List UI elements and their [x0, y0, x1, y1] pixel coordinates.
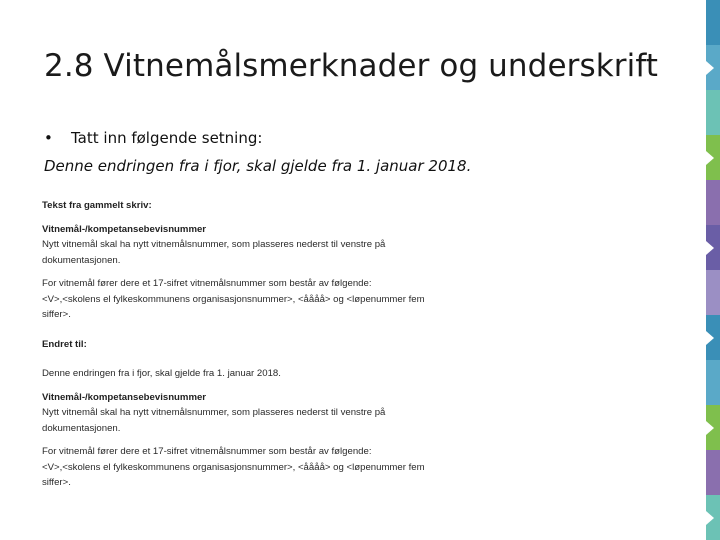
stripe-notch: [706, 421, 714, 435]
italic-sentence: Denne endringen fra i fjor, skal gjelde fra 1. januar 2018.: [44, 157, 472, 175]
stripe-notch: [706, 511, 714, 525]
stripe-notch: [706, 151, 714, 165]
stripe-segment: [706, 360, 720, 405]
old-paragraph-1-line-1: Nytt vitnemål skal ha nytt vitnemålsnummer, som plasseres nederst til venstre på: [42, 239, 386, 250]
stripe-segment: [706, 495, 720, 540]
new-paragraph-2-line-1: For vitnemål fører dere et 17-sifret vitnemålsnummer som består av følgende:: [42, 446, 372, 457]
stripe-segment: [706, 405, 720, 450]
stripe-segment: [706, 180, 720, 225]
old-sub-heading: Vitnemål-/kompetansebevisnummer: [42, 223, 207, 235]
stripe-segment: [706, 450, 720, 495]
stripe-segment: [706, 315, 720, 360]
old-text-heading: Tekst fra gammelt skriv:: [42, 200, 152, 211]
new-paragraph-1-line-1: Nytt vitnemål skal ha nytt vitnemålsnummer, som plasseres nederst til venstre på: [42, 407, 386, 418]
old-paragraph-2-line-3: siffer>.: [42, 309, 71, 320]
old-paragraph-2-line-2: <V>,<skolens el fylkeskommunens organisasjonsnummer>, <åååå> og <løpenummer fem: [42, 293, 425, 305]
new-sub-heading: Vitnemål-/kompetansebevisnummer: [42, 391, 207, 403]
slide-title: 2.8 Vitnemålsmerknader og underskrift: [44, 48, 659, 84]
new-paragraph-2-line-3: siffer>.: [42, 477, 71, 488]
old-paragraph-1-line-2: dokumentasjonen.: [42, 254, 121, 266]
changed-heading: Endret til:: [42, 338, 87, 350]
stripe-segment: [706, 135, 720, 180]
new-paragraph-1-line-2: dokumentasjonen.: [42, 422, 121, 434]
changed-sentence: Denne endringen fra i fjor, skal gjelde fra 1. januar 2018.: [42, 368, 281, 379]
stripe-segment: [706, 0, 720, 45]
stripe-notch: [706, 241, 714, 255]
bullet-text: Tatt inn følgende setning:: [71, 129, 263, 147]
stripe-segment: [706, 45, 720, 90]
stripe-segment: [706, 90, 720, 135]
stripe-segment: [706, 225, 720, 270]
old-paragraph-2-line-1: For vitnemål fører dere et 17-sifret vitnemålsnummer som består av følgende:: [42, 278, 372, 289]
bullet-symbol: •: [44, 129, 53, 147]
bullet-item: [44, 129, 262, 147]
decorative-color-stripe: [706, 0, 720, 540]
stripe-notch: [706, 61, 714, 75]
stripe-notch: [706, 331, 714, 345]
stripe-segment: [706, 270, 720, 315]
document-excerpt: [42, 198, 472, 491]
new-paragraph-2-line-2: <V>,<skolens el fylkeskommunens organisasjonsnummer>, <åååå> og <løpenummer fem: [42, 461, 425, 473]
